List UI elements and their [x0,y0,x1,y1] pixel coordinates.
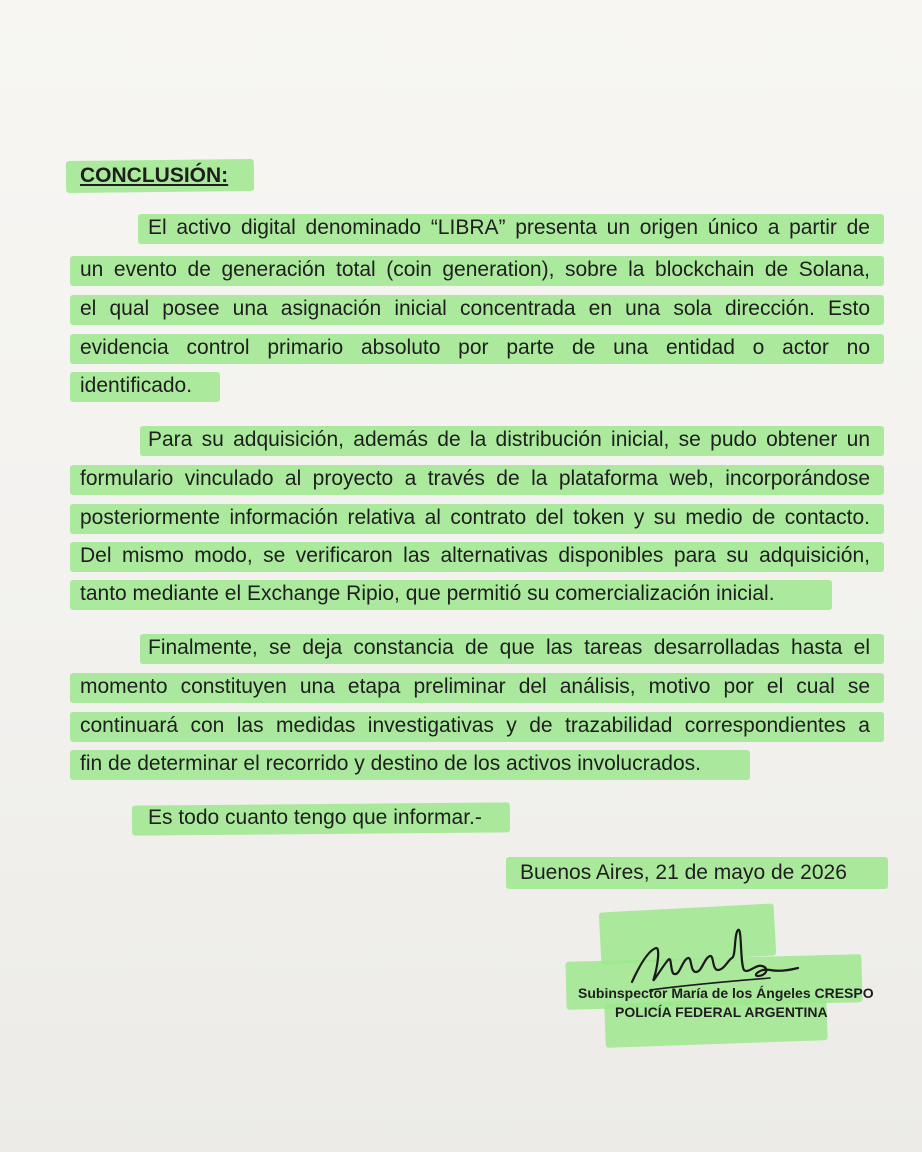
paragraph-2-line-5: tanto mediante el Exchange Ripio, que permitió su comercialización inicial. [80,582,775,605]
paragraph-1-line-2: un evento de generación total (coin generation), sobre la blockchain de Solana, [80,258,870,281]
paragraph-4-line-1: Es todo cuanto tengo que informar.- [148,806,482,829]
paragraph-1-line-1: El activo digital denominado “LIBRA” presenta un origen único a partir de [148,216,870,239]
date-line: Buenos Aires, 21 de mayo de 2026 [520,861,847,884]
paragraph-1-line-5: identificado. [80,374,193,397]
paragraph-3-line-1: Finalmente, se deja constancia de que las tareas desarrolladas hasta el [148,636,870,659]
paragraph-1-line-3: el qual posee una asignación inicial concentrada en una sola dirección. Esto [80,297,870,320]
paragraph-3-line-2: momento constituyen una etapa preliminar del análisis, motivo por el cual se [80,675,870,698]
paragraph-3-line-3: continuará con las medidas investigativas y de trazabilidad correspondientes a [80,714,870,737]
signatory-organization: POLICÍA FEDERAL ARGENTINA [615,1004,828,1020]
conclusion-heading: CONCLUSIÓN: [80,164,229,187]
paragraph-2-line-4: Del mismo modo, se verificaron las alternativas disponibles para su adquisición, [80,544,870,567]
paragraph-3-line-4: fin de determinar el recorrido y destino de los activos involucrados. [80,752,701,775]
paragraph-2-line-2: formulario vinculado al proyecto a través de la plataforma web, incorporándose [80,467,870,490]
paragraph-1-line-4: evidencia control primario absoluto por parte de una entidad o actor no [80,336,870,359]
signatory-name: Subinspector María de los Ángeles CRESPO [578,985,874,1001]
paragraph-2-line-3: posteriormente información relativa al contrato del token y su medio de contacto. [80,506,870,529]
paragraph-2-line-1: Para su adquisición, además de la distribución inicial, se pudo obtener un [148,428,870,451]
